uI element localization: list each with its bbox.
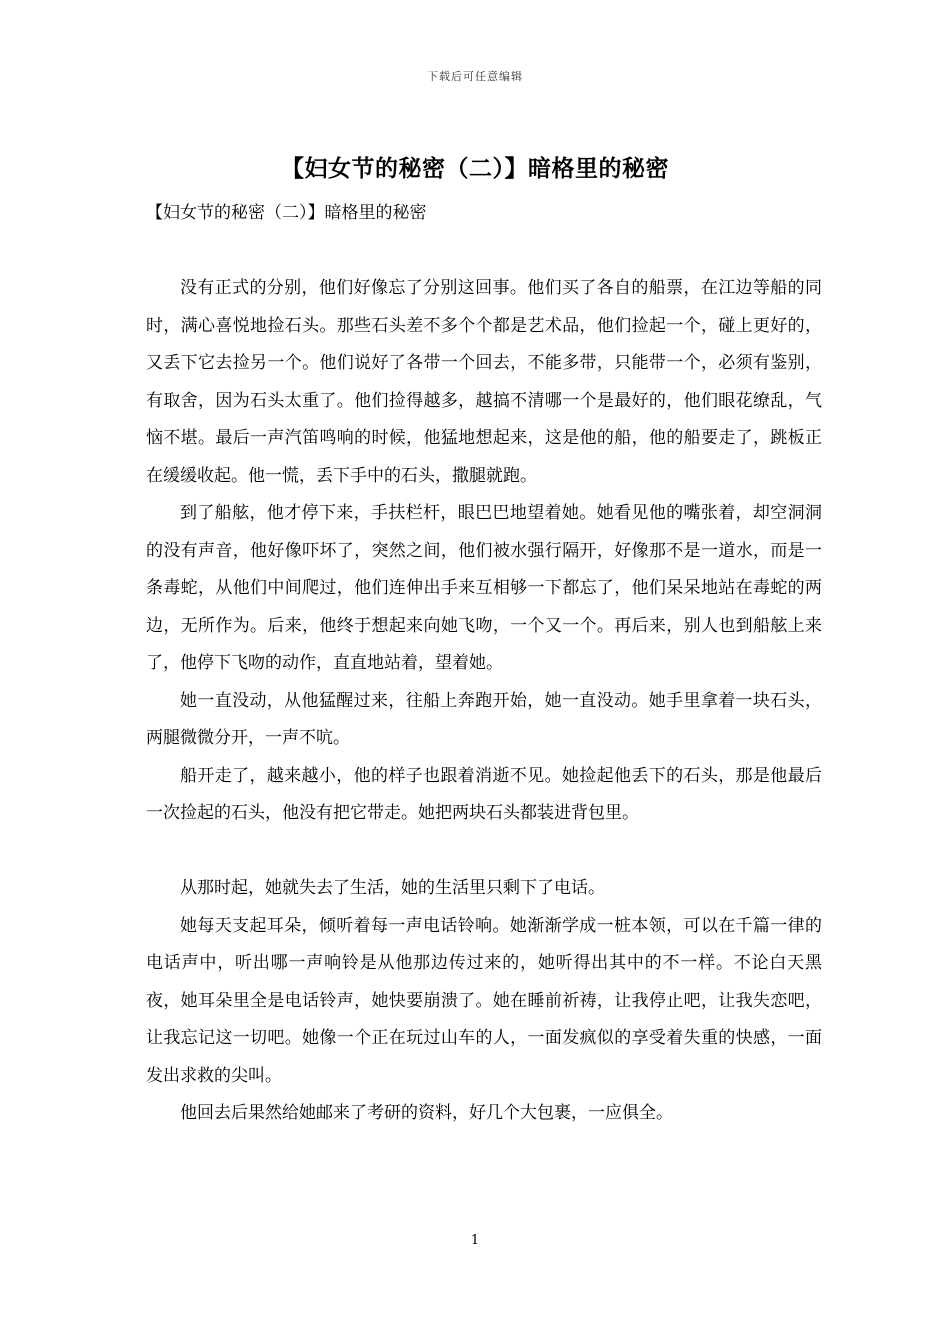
paragraph: 她每天支起耳朵，倾听着每一声电话铃响。她渐渐学成一桩本领，可以在千篇一律的电话声中，听出哪一声响铃是从他那边传过来的，她听得出其中的不一样。不论白天黑夜，她耳朵里全是电话铃声，她快要崩溃了。她在睡前祈祷，让我停止吧，让我失恋吧，让我忘记这一切吧。她像一个正在玩过山车的人，一面发疯似的享受着失重的快感，一面发出求救的尖叫。 [146, 915, 822, 1086]
paragraph: 她一直没动，从他猛醒过来，往船上奔跑开始，她一直没动。她手里拿着一块石头，两腿微微分开，一声不吭。 [146, 690, 822, 748]
header-note: 下载后可任意编辑 [427, 70, 523, 83]
paragraph: 他回去后果然给她邮来了考研的资料，好几个大包裹，一应俱全。 [180, 1103, 673, 1123]
paragraph-spacer [146, 833, 822, 871]
paragraph: 没有正式的分别，他们好像忘了分别这回事。他们买了各自的船票，在江边等船的同时，满心喜悦地捡石头。那些石头差不多个个都是艺术品，他们捡起一个，碰上更好的，又丢下它去捡另一个。他们说好了各带一个回去，不能多带，只能带一个，必须有鉴别，有取舍，因为石头太重了。他们捡得越多，越搞不清哪一个是最好的，他们眼花缭乱，气恼不堪。最后一声汽笛鸣响的时候，他猛地想起来，这是他的船，他的船要走了，跳板正在缓缓收起。他一慌，丢下手中的石头，撒腿就跑。 [146, 278, 822, 486]
page-number: 1 [470, 1233, 480, 1248]
paragraph: 从那时起，她就失去了生活，她的生活里只剩下了电话。 [180, 878, 605, 898]
document-subtitle: 【妇女节的秘密（二）】暗格里的秘密 [146, 203, 427, 223]
body-text [146, 270, 822, 1133]
paragraph: 船开走了，越来越小，他的样子也跟着消逝不见。她捡起他丢下的石头，那是他最后一次捡起的石头，他没有把它带走。她把两块石头都装进背包里。 [146, 765, 822, 823]
paragraph: 到了船舷，他才停下来，手扶栏杆，眼巴巴地望着她。她看见他的嘴张着，却空洞洞的没有声音，他好像吓坏了，突然之间，他们被水强行隔开，好像那不是一道水，而是一条毒蛇，从他们中间爬过，他们连伸出手来互相够一下都忘了，他们呆呆地站在毒蛇的两边，无所作为。后来，他终于想起来向她飞吻，一个又一个。再后来，别人也到船舷上来了，他停下飞吻的动作，直直地站着，望着她。 [146, 503, 822, 673]
document-title: 【妇女节的秘密（二）】暗格里的秘密 [281, 155, 669, 182]
